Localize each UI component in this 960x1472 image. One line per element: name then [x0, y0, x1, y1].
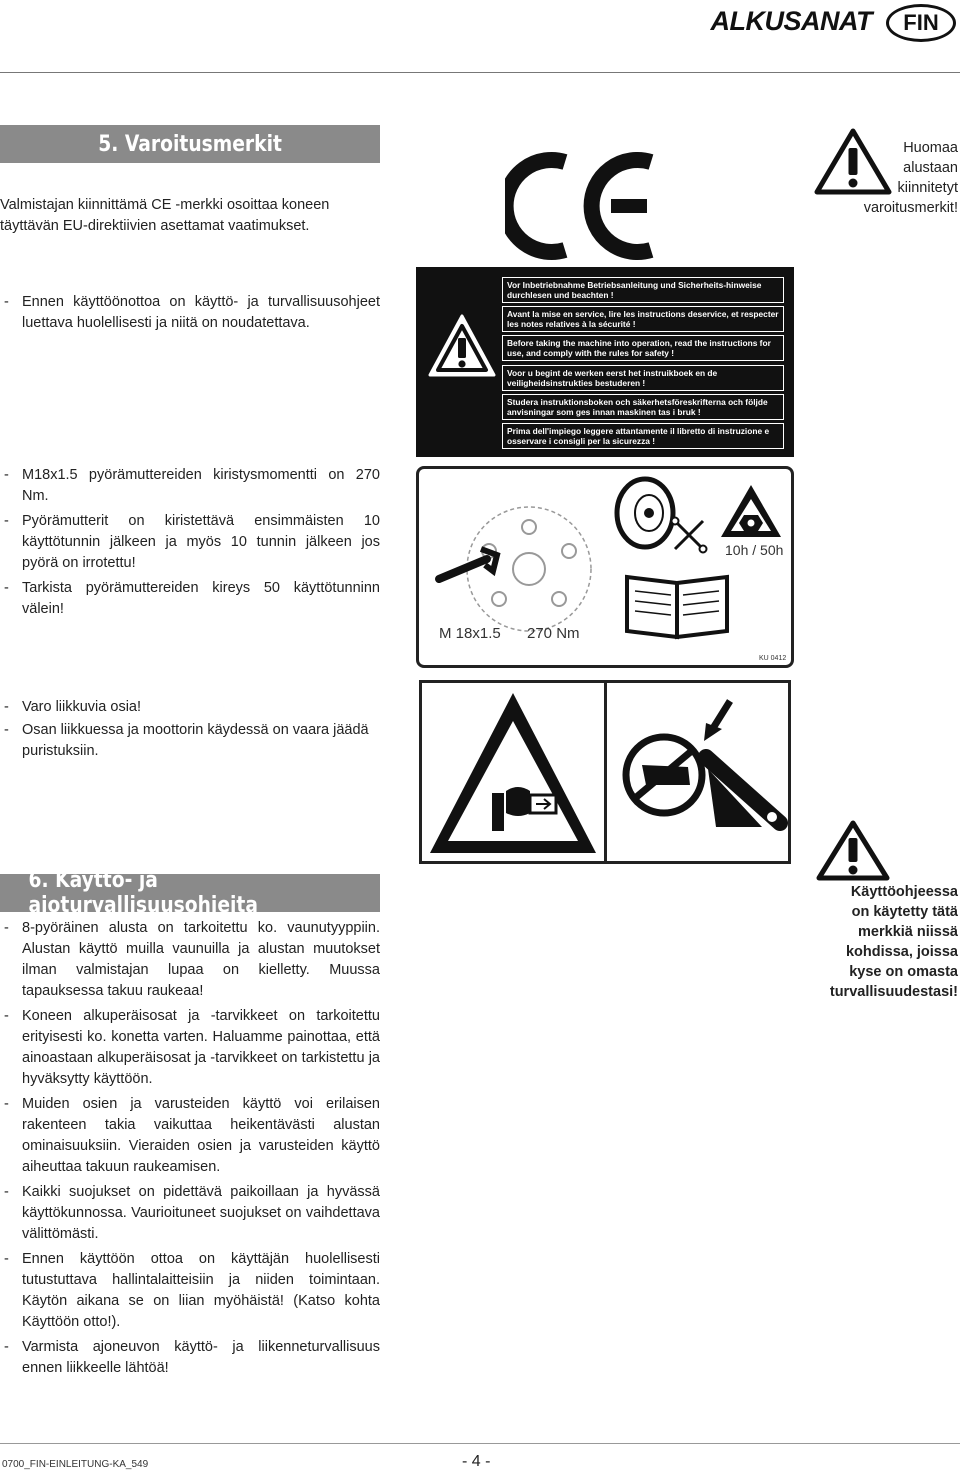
decal-warning-icon — [426, 312, 498, 380]
language-badge: FIN — [886, 4, 956, 42]
decal-hours: 10h / 50h — [725, 542, 784, 558]
moving-parts-items: - Varo liikkuvia osia! - Osan liikkuessa ja moottorin käydessä on vaara jäädä puristuksiin. — [4, 699, 369, 759]
ce-description: Valmistajan kiinnittämä CE -merkki osoittaa koneen täyttävän EU-direktiivien asettamat vaatimukset. — [0, 197, 330, 234]
header-divider — [0, 72, 960, 73]
crush-hazard-decal — [419, 680, 791, 864]
wheel-torque-decal — [416, 466, 794, 668]
document-code: 0700_FIN-EINLEITUNG-KA_549 — [2, 1459, 149, 1470]
multilingual-safety-decal — [416, 267, 794, 457]
wheel-nut-items: - M18x1.5 pyörämuttereiden kiristysmomentti on 270 Nm. - Pyörämutterit on kiristettävä ensimmäisten 10 käyttötunnin jälkeen ja myös 10 tunnin jälkeen jos pyörä on irrotettu! - Tarkista pyörämuttereiden kireys 50 käyttötunninn välein! — [4, 467, 380, 617]
footer-divider — [0, 1443, 960, 1444]
decal-text-fr: Avant la mise en service, lire les instructions deservice, et respecter les notes relatives à la sécurité ! — [502, 306, 784, 332]
decal-code: KU 0412 — [759, 655, 787, 662]
decal-text-sv: Studera instruktionsboken och säkerhetsföreskrifterna och följde anvisningar som ges innan maskinen tas i bruk ! — [502, 394, 784, 420]
decal-text-it: Prima dell'impiego leggere attantamente il libretto di instruzione e osservare i consigli per la sicurezza ! — [502, 423, 784, 449]
decal-text-de: Vor Inbetriebnahme Betriebsanleitung und Sicherheits-hinweise durchlesen und beachten ! — [502, 277, 784, 303]
ce-mark-icon — [505, 150, 660, 262]
crush-warning-icon — [426, 687, 600, 857]
side-note-decals: Huomaa alustaan kiinnitetyt varoitusmerkit! — [863, 140, 958, 216]
section-5-heading: 5. Varoitusmerkit — [0, 125, 380, 163]
page-header-title: ALKUSANAT — [710, 6, 872, 36]
warning-triangle-icon — [816, 820, 890, 882]
section-6-items: - 8-pyöräinen alusta on tarkoitettu ko. vaunutyyppiin. Alustan käyttö muilla vaunuilla ja alustan muutokset ilman valmistajan lupaa on kielletty. Muussa tapauksessa takuu raukeaa! - Koneen alkuperäisosat ja -tarvikkeet on tarkoitettu erityisesti ko. konetta varten. Haluamme painottaa, että ainoastaan alkuperäisosat ja -tarvikkeet on tarkistettu ja hyväksytty käyttöön. - Muiden osien ja varusteiden käyttö voi erilaisen rakenteen takia vaikuttaa heikentävästi alustan ominaisuuksiin. Vieraiden osien ja varusteiden käyttö aiheuttaa takuun raukeamisen. - Kaikki suojukset on pidettävä paikoillaan ja hyvässä käyttökunnossa. Vaurioituneet suojukset on vaihdettava välittömästi. - Ennen käyttöön ottoa on käyttäjän huolellisesti tutustuttava hallintalaitteisiin ja niiden toimintaan. Käytön aikana se on liian myöhäistä! (Katso kohta Käyttöön otto!). - Varmista ajoneuvon käyttö- ja liikenneturvallisuus ennen liikkeelle lähtöä! — [4, 920, 380, 1376]
side-note-safety-symbol: Käyttöohjeessa on käytetty tätä merkkiä niissä kohdissa, joissa kyse on omasta turvallisuudestasi! — [829, 884, 958, 1000]
instructions-item: - Ennen käyttöönottoa on käyttö- ja turvallisuusohjeet luettava huolellisesti ja niitä on noudatettava. — [4, 294, 380, 331]
crush-hand-icon — [612, 687, 788, 857]
decal-torque: 270 Nm — [527, 625, 580, 642]
page-number: - 4 - — [462, 1453, 491, 1470]
decal-text-nl: Voor u begint de werken eerst het instruikboek en de veiligheidsinstrukties bestuderen ! — [502, 365, 784, 391]
decal-thread: M 18x1.5 — [439, 625, 501, 642]
section-6-heading: 6. Käyttö- ja ajoturvallisuusohjeita — [0, 874, 380, 912]
decal-text-en: Before taking the machine into operation, read the instructions for use, and comply with the rules for safety ! — [502, 335, 784, 361]
